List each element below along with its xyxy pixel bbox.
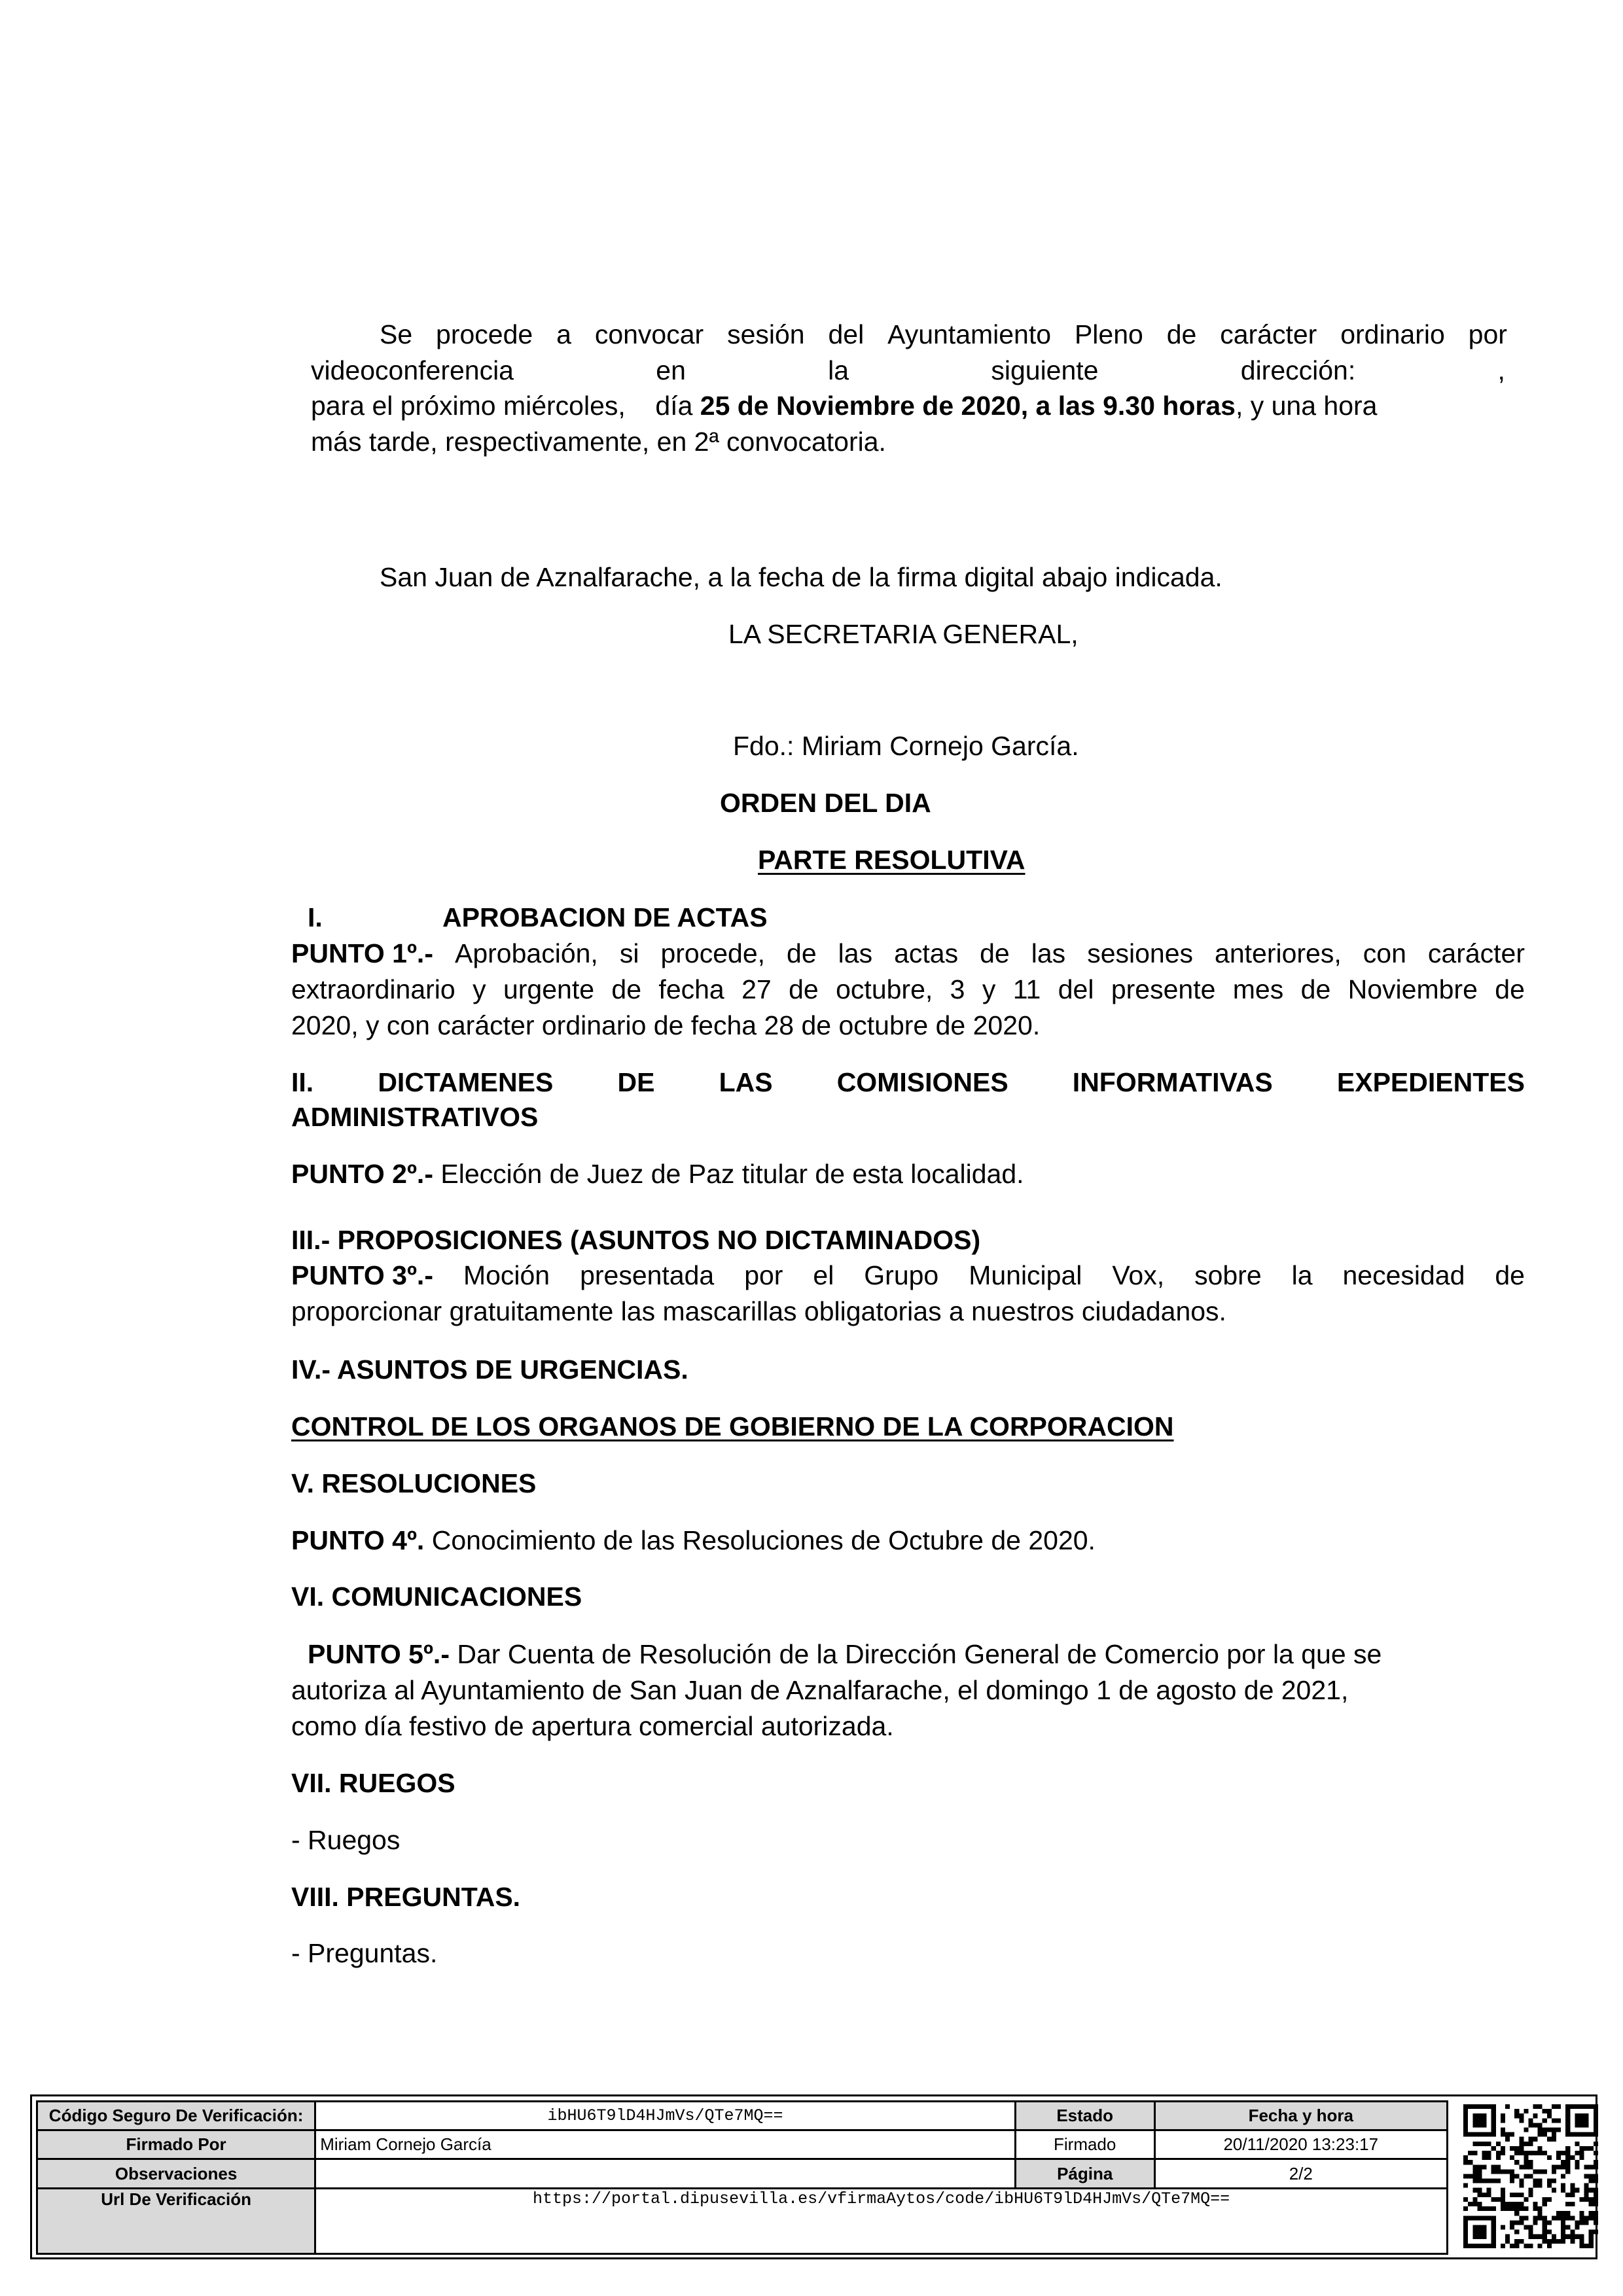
fecha-value: 20/11/2020 13:23:17 <box>1154 2130 1447 2159</box>
word: las <box>1031 938 1066 968</box>
url-value[interactable]: https://portal.dipusevilla.es/vfirmaAytos/code/ibHU6T9lD4HJmVs/QTe7MQ== <box>315 2188 1448 2253</box>
control-title: CONTROL DE LOS ORGANOS DE GOBIERNO DE LA CORPORACION <box>291 1411 1174 1441</box>
firmado-value: Miriam Cornejo García <box>315 2130 1016 2159</box>
word: el <box>813 1260 834 1290</box>
word: actas <box>894 938 959 968</box>
intro-line-2 <box>311 351 1505 389</box>
word: a <box>556 319 571 349</box>
word: del <box>828 319 865 349</box>
word: urgente <box>503 974 595 1004</box>
section-2-line-1 <box>291 1063 1525 1101</box>
word: 27 <box>741 974 772 1004</box>
part-title: PARTE RESOLUTIVA <box>758 845 1026 875</box>
order-title: ORDEN DEL DIA <box>720 788 931 818</box>
section-1-title: APROBACION DE ACTAS <box>442 902 768 932</box>
verification-table <box>36 2100 1448 2255</box>
signature-verification-box <box>30 2094 1597 2259</box>
punto-5-line-1: PUNTO 5º.- Dar Cuenta de Resolución de la Dirección General de Comercio por la que se <box>308 1639 1382 1669</box>
word: Se <box>380 319 413 349</box>
word: si <box>619 938 639 968</box>
word: carácter <box>1220 319 1317 349</box>
fecha-label: Fecha y hora <box>1154 2102 1447 2130</box>
word: EXPEDIENTES <box>1336 1067 1525 1097</box>
word: convocar <box>594 319 704 349</box>
word: de <box>611 974 642 1004</box>
intro-line-4: más tarde, respectivamente, en 2ª convocatoria. <box>311 427 886 457</box>
word: octubre, <box>836 974 933 1004</box>
word: y <box>982 974 996 1004</box>
word: Grupo <box>864 1260 939 1290</box>
word: ordinario <box>1340 319 1445 349</box>
word: y <box>473 974 486 1004</box>
section-4-title: IV.- ASUNTOS DE URGENCIAS. <box>291 1354 688 1385</box>
section-5-title: V. RESOLUCIONES <box>291 1468 537 1498</box>
section-7-title: VII. RUEGOS <box>291 1768 455 1798</box>
observaciones-label: Observaciones <box>37 2159 315 2188</box>
word: necesidad <box>1342 1260 1465 1290</box>
punto-5-line-3: como día festivo de apertura comercial autorizada. <box>291 1711 894 1741</box>
word: fecha <box>658 974 724 1004</box>
word: COMISIONES <box>836 1067 1008 1097</box>
word: LAS <box>719 1067 773 1097</box>
word: DICTAMENES <box>378 1067 554 1097</box>
signer-title: LA SECRETARIA GENERAL, <box>728 619 1079 649</box>
word: presentada <box>580 1260 715 1290</box>
observaciones-value <box>315 2159 1016 2188</box>
word: la <box>828 355 849 385</box>
punto-1-line-3: 2020, y con carácter ordinario de fecha 28 de octubre de 2020. <box>291 1010 1041 1040</box>
section-2-line-2: ADMINISTRATIVOS <box>291 1102 539 1132</box>
section-3-title: III.- PROPOSICIONES (ASUNTOS NO DICTAMINADOS) <box>291 1225 981 1255</box>
punto-2: PUNTO 2º.- Elección de Juez de Paz titular de esta localidad. <box>291 1159 1024 1189</box>
punto-1-line-1 <box>291 934 1525 972</box>
word: procede <box>436 319 533 349</box>
word: DE <box>617 1067 655 1097</box>
word: dirección: <box>1240 355 1356 385</box>
estado-value: Firmado <box>1015 2130 1154 2159</box>
word: sobre <box>1194 1260 1262 1290</box>
word: sesión <box>727 319 805 349</box>
punto-4: PUNTO 4º. Conocimiento de las Resoluciones de Octubre de 2020. <box>291 1525 1096 1555</box>
punto-3-line-2: proporcionar gratuitamente las mascarillas obligatorias a nuestros ciudadanos. <box>291 1296 1226 1326</box>
ruegos-item: - Ruegos <box>291 1825 401 1855</box>
word: de <box>1495 1260 1525 1290</box>
intro-line-1 <box>380 315 1507 353</box>
qr-code-icon <box>1463 2104 1598 2248</box>
word: de <box>1166 319 1197 349</box>
word: presente <box>1111 974 1216 1004</box>
word: Municipal <box>969 1260 1082 1290</box>
url-label: Url De Verificación <box>37 2188 315 2253</box>
word: del <box>1058 974 1094 1004</box>
word: de <box>980 938 1010 968</box>
word: Ayuntamiento <box>887 319 1052 349</box>
word: las <box>838 938 873 968</box>
meeting-date: 25 de Noviembre de 2020, a las 9.30 horas <box>700 391 1236 421</box>
word: , <box>1497 355 1505 385</box>
word: en <box>656 355 686 385</box>
word: carácter <box>1427 938 1525 968</box>
word: la <box>1291 1260 1313 1290</box>
pagina-label: Página <box>1015 2159 1154 2188</box>
section-8-title: VIII. PREGUNTAS. <box>291 1882 521 1912</box>
csv-value: ibHU6T9lD4HJmVs/QTe7MQ== <box>315 2102 1016 2130</box>
word: Pleno <box>1074 319 1143 349</box>
word: siguiente <box>991 355 1099 385</box>
word: II. <box>291 1067 314 1097</box>
word: PUNTO 3º.- <box>291 1260 433 1290</box>
intro-line-3: para el próximo miércoles, día 25 de Noviembre de 2020, a las 9.30 horas, y una hora <box>311 391 1378 421</box>
section-1-number: I. <box>308 902 323 932</box>
word: de <box>787 938 817 968</box>
word: por <box>1468 319 1507 349</box>
word: Moción <box>463 1260 550 1290</box>
word: de <box>789 974 819 1004</box>
word: por <box>744 1260 783 1290</box>
pagina-value: 2/2 <box>1154 2159 1447 2188</box>
word: de <box>1495 974 1525 1004</box>
word: PUNTO 1º.- <box>291 938 433 968</box>
preguntas-item: - Preguntas. <box>291 1938 438 1968</box>
punto-1-line-2 <box>291 970 1525 1008</box>
place-date: San Juan de Aznalfarache, a la fecha de la firma digital abajo indicada. <box>380 562 1222 592</box>
section-6-title: VI. COMUNICACIONES <box>291 1581 582 1612</box>
word: 11 <box>1012 974 1041 1004</box>
punto-3-line-1 <box>291 1256 1525 1294</box>
word: mes <box>1232 974 1284 1004</box>
word: Aprobación, <box>455 938 598 968</box>
word: Vox, <box>1112 1260 1165 1290</box>
word: procede, <box>660 938 766 968</box>
word: de <box>1300 974 1331 1004</box>
word: 3 <box>950 974 965 1004</box>
signer-name: Fdo.: Miriam Cornejo García. <box>733 731 1079 761</box>
word: Noviembre <box>1347 974 1478 1004</box>
word: anteriores, <box>1215 938 1342 968</box>
word: videoconferencia <box>311 355 514 385</box>
estado-label: Estado <box>1015 2102 1154 2130</box>
punto-5-line-2: autoriza al Ayuntamiento de San Juan de Aznalfarache, el domingo 1 de agosto de 2021, <box>291 1675 1349 1705</box>
word: sesiones <box>1087 938 1194 968</box>
word: extraordinario <box>291 974 455 1004</box>
csv-label: Código Seguro De Verificación: <box>37 2102 315 2130</box>
firmado-label: Firmado Por <box>37 2130 315 2159</box>
word: con <box>1363 938 1406 968</box>
word: INFORMATIVAS <box>1072 1067 1273 1097</box>
